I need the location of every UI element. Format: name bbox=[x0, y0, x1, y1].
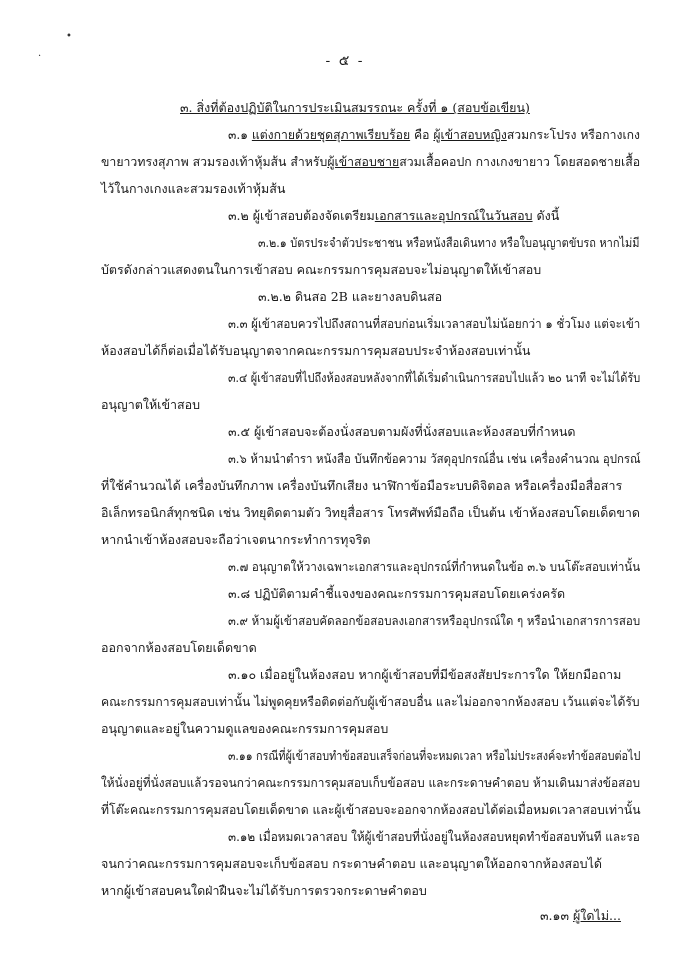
page-number: - ๕ - bbox=[325, 53, 365, 69]
item-3-1-line-2 bbox=[101, 154, 640, 170]
item-3-6-line-1: ๓.๖ ห้ามนำตำรา หนังสือ บันทึกข้อความ วัสดุอุปกรณ์อื่น เช่น เครื่องคำนวณ อุปกรณ์ bbox=[228, 451, 641, 466]
item-3-6-line-3: อิเล็กทรอนิกส์ทุกชนิด เช่น วิทยุติดตามตัว วิทยุสื่อสาร โทรศัพท์มือถือ เป็นต้น เข้าห้องสอบโดยเด็ดขาด bbox=[101, 505, 640, 520]
item-3-10-line-2: คณะกรรมการคุมสอบเท่านั้น ไม่พูดคุยหรือติดต่อกับผู้เข้าสอบอื่น และไม่ออกจากห้องสอบ เว้นแต่จะได้รับ bbox=[101, 694, 640, 709]
item-3-10-line-1: ๓.๑๐ เมื่ออยู่ในห้องสอบ หากผู้เข้าสอบที่มีข้อสงสัยประการใด ให้ยกมือถาม bbox=[228, 667, 622, 682]
item-3-1-line-3: ไว้ในกางเกงและสวมรองเท้าหุ้มส้น bbox=[101, 181, 286, 196]
item-3-2-1-line-1: ๓.๒.๑ บัตรประจำตัวประชาชน หรือหนังสือเดินทาง หรือใบอนุญาตขับรถ หากไม่มี bbox=[258, 235, 640, 250]
item-3-3-line-2: ห้องสอบได้ก็ต่อเมื่อได้รับอนุญาตจากคณะกรรมการคุมสอบประจำห้องสอบเท่านั้น bbox=[101, 343, 531, 358]
item-3-11-line-2: ให้นั่งอยู่ที่นั่งสอบแล้วรอจนกว่าคณะกรรมการคุมสอบเก็บข้อสอบ และกระดาษคำตอบ ห้ามเดินมาส่งข้อสอบ bbox=[101, 775, 641, 790]
item-3-3-line-1: ๓.๓ ผู้เข้าสอบควรไปถึงสถานที่สอบก่อนเริ่มเวลาสอบไม่น้อยกว่า ๑ ชั่วโมง แต่จะเข้า bbox=[228, 316, 641, 331]
item-3-2-1-line-2: บัตรดังกล่าวแสดงตนในการเข้าสอบ คณะกรรมการคุมสอบจะไม่อนุญาตให้เข้าสอบ bbox=[101, 262, 542, 277]
text: สวมเสื้อคอปก กางเกงขายาว โดยสอดชายเสื้อ bbox=[399, 154, 641, 169]
item-3-12-line-1: ๓.๑๒ เมื่อหมดเวลาสอบ ให้ผู้เข้าสอบที่นั่งอยู่ในห้องสอบหยุดทำข้อสอบทันที และรอ bbox=[228, 829, 640, 844]
underlined-phrase: ผู้เข้าสอบชาย bbox=[327, 154, 400, 169]
item-3-5: ๓.๕ ผู้เข้าสอบจะต้องนั่งสอบตามผังที่นั่งสอบและห้องสอบที่กำหนด bbox=[228, 424, 576, 439]
scan-speck: • bbox=[66, 31, 72, 42]
item-3-12-line-3: หากผู้เข้าสอบคนใดฝ่าฝืนจะไม่ได้รับการตรวจกระดาษคำตอบ bbox=[101, 883, 427, 898]
text: คือ bbox=[410, 127, 434, 142]
item-number: ๓.๑ bbox=[228, 127, 248, 142]
item-3-11-line-1: ๓.๑๑ กรณีที่ผู้เข้าสอบทำข้อสอบเสร็จก่อนที่จะหมดเวลา หรือไม่ประสงค์จะทำข้อสอบต่อไป bbox=[228, 748, 641, 763]
item-3-6-line-4: หากนำเข้าห้องสอบจะถือว่าเจตนากระทำการทุจริต bbox=[101, 532, 371, 547]
underlined-phrase: ผู้ใดไม่... bbox=[572, 908, 621, 923]
item-3-7: ๓.๗ อนุญาตให้วางเฉพาะเอกสารและอุปกรณ์ที่กำหนดในข้อ ๓.๖ บนโต๊ะสอบเท่านั้น bbox=[228, 559, 641, 574]
item-3-6-line-2: ที่ใช้คำนวณได้ เครื่องบันทึกภาพ เครื่องบันทึกเสียง นาฬิกาข้อมือระบบดิจิตอล หรือเครื่องมือสื่อสาร bbox=[101, 478, 623, 493]
underlined-phrase: ผู้เข้าสอบหญิง bbox=[433, 127, 507, 142]
item-3-9-line-1: ๓.๙ ห้ามผู้เข้าสอบคัดลอกข้อสอบลงเอกสารหรืออุปกรณ์ใด ๆ หรือนำเอกสารการสอบ bbox=[228, 613, 641, 628]
text: ดังนี้ bbox=[532, 208, 560, 223]
scan-speck: · bbox=[38, 51, 42, 62]
item-3-10-line-3: อนุญาตและอยู่ในความดูแลของคณะกรรมการคุมสอบ bbox=[101, 721, 389, 736]
item-3-4-line-2: อนุญาตให้เข้าสอบ bbox=[101, 397, 201, 412]
text: ๓.๑๓ bbox=[540, 908, 573, 923]
item-3-12-line-2: จนกว่าคณะกรรมการคุมสอบจะเก็บข้อสอบ กระดาษคำตอบ และอนุญาตให้ออกจากห้องสอบได้ bbox=[101, 856, 602, 871]
item-3-4-line-1: ๓.๔ ผู้เข้าสอบที่ไปถึงห้องสอบหลังจากที่ได้เริ่มดำเนินการสอบไปแล้ว ๒๐ นาที จะไม่ได้รับ bbox=[228, 370, 641, 385]
continuation-reference bbox=[540, 906, 621, 926]
item-3-9-line-2: ออกจากห้องสอบโดยเด็ดขาด bbox=[101, 640, 257, 655]
underlined-phrase: เอกสารและอุปกรณ์ในวันสอบ bbox=[374, 208, 533, 223]
text: สวมกระโปรง หรือกางเกง bbox=[506, 127, 640, 142]
section-heading bbox=[180, 100, 530, 116]
item-3-2-2: ๓.๒.๒ ดินสอ 2B และยางลบดินสอ bbox=[258, 289, 443, 304]
text: ขายาวทรงสุภาพ สวมรองเท้าหุ้มส้น สำหรับ bbox=[101, 154, 328, 169]
section-heading-text: ๓. สิ่งที่ต้องปฏิบัติในการประเมินสมรรถนะ ครั้งที่ ๑ (สอบข้อเขียน) bbox=[180, 100, 530, 115]
item-3-1-line-1 bbox=[228, 127, 640, 143]
item-3-2 bbox=[228, 208, 559, 224]
text: ๓.๒ ผู้เข้าสอบต้องจัดเตรียม bbox=[228, 208, 375, 223]
item-3-11-line-3: ที่โต๊ะคณะกรรมการคุมสอบโดยเด็ดขาด และผู้เข้าสอบจะออกจากห้องสอบได้ต่อเมื่อหมดเวลาสอบเท่านั้น bbox=[101, 802, 641, 817]
underlined-phrase: แต่งกายด้วยชุดสุภาพเรียบร้อย bbox=[251, 127, 411, 142]
item-3-8: ๓.๘ ปฏิบัติตามคำชี้แจงของคณะกรรมการคุมสอบโดยเคร่งครัด bbox=[228, 586, 566, 601]
